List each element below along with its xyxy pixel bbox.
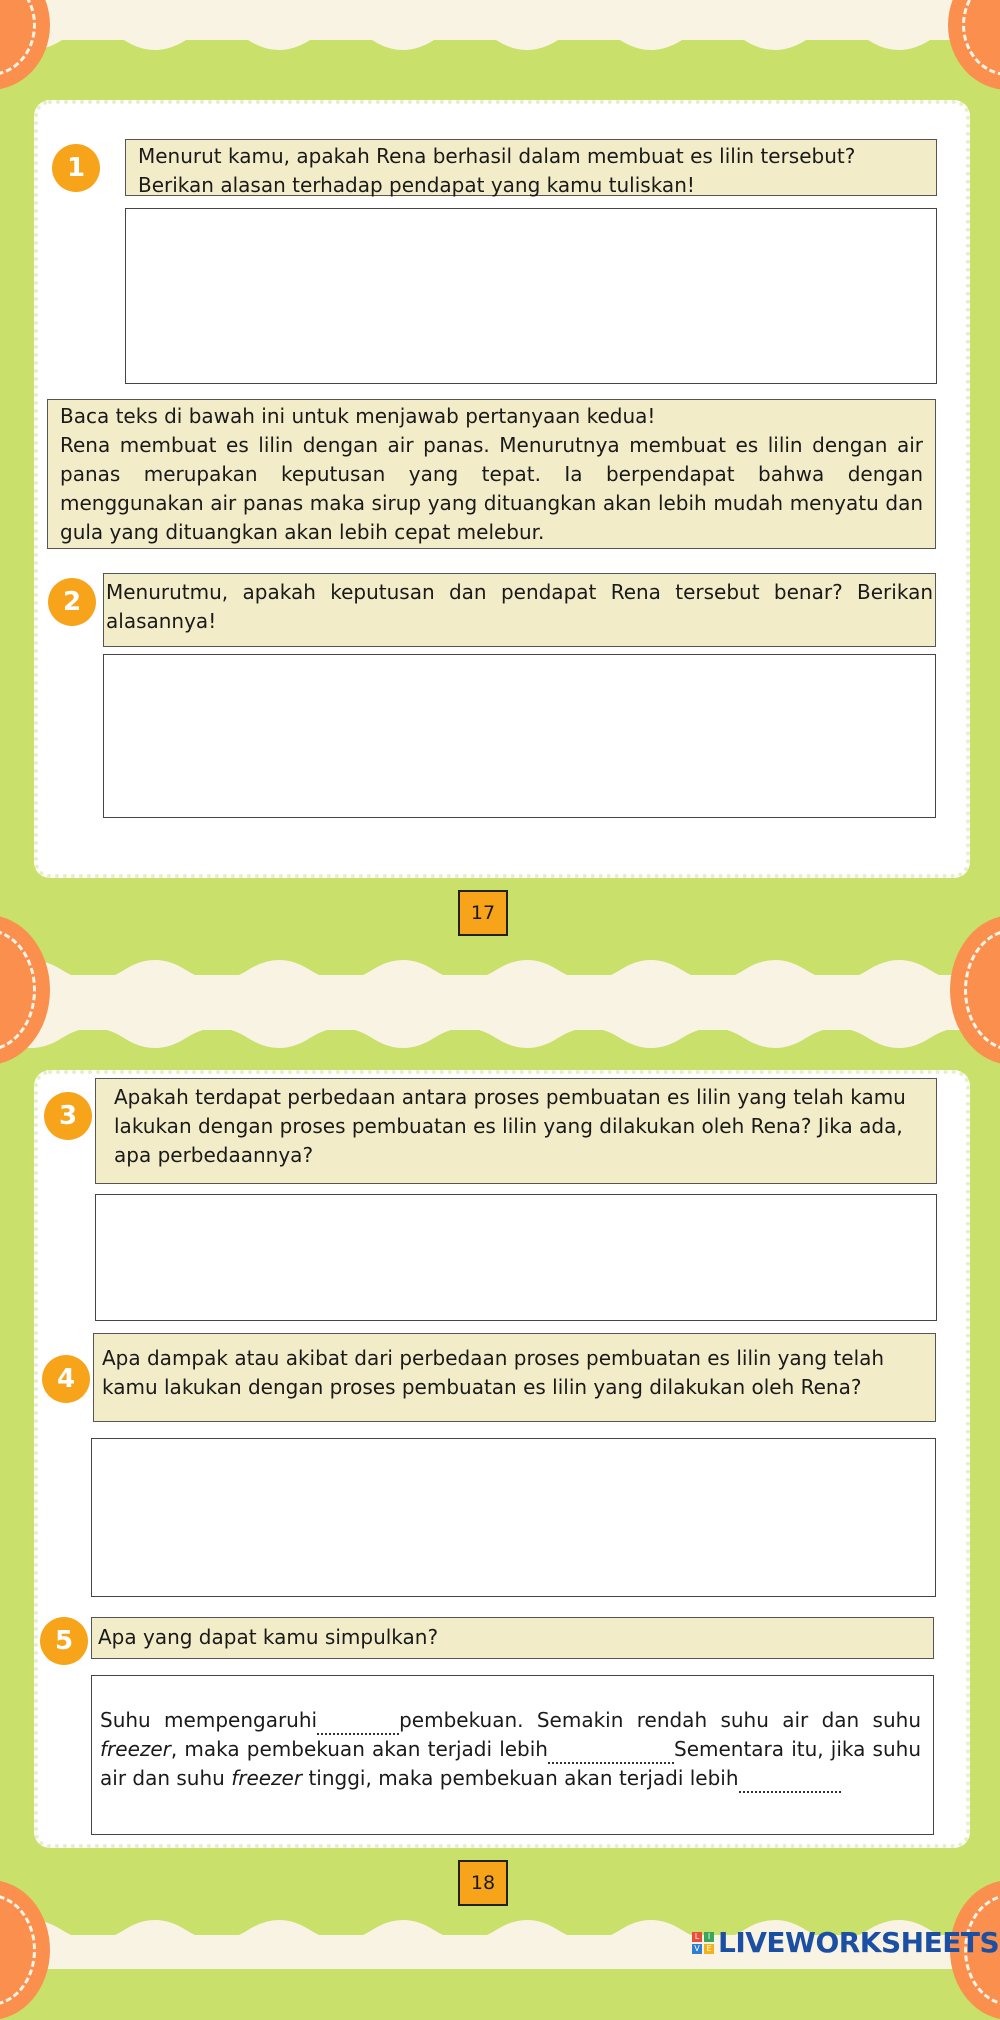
logo-grid-icon [692,1932,714,1954]
conclusion-freezer-1: freezer [100,1737,171,1761]
question-number-badge-2: 2 [48,578,96,626]
middle-wave-bottom [0,1028,1000,1058]
orange-circle-decoration [0,1880,50,2020]
question-2-text: Menurutmu, apakah keputusan dan pendapat Rena tersebut benar? Berikan alasannya! [103,573,936,647]
blank-input-3[interactable] [739,1771,841,1793]
answer-box-2[interactable] [103,654,936,818]
conclusion-part-5: Sementara itu, jika suhu air dan suhu [100,1737,921,1790]
question-4-text: Apa dampak atau akibat dari perbedaan proses pembuatan es lilin yang telah kamu lakukan dengan proses pembuatan es lilin yang dilakukan oleh Rena? [93,1333,936,1422]
conclusion-part-2: pembekuan. Semakin rendah suhu air dan suhu [399,1708,922,1732]
question-number-badge-5: 5 [40,1617,88,1665]
conclusion-part-7: tinggi, maka pembekuan akan terjadi lebih [302,1766,739,1790]
conclusion-freezer-2: freezer [231,1766,303,1790]
page-number-18: 18 [458,1860,508,1906]
answer-box-3[interactable] [95,1194,937,1321]
answer-input-3[interactable] [96,1195,936,1320]
answer-box-4[interactable] [91,1438,936,1597]
reading-passage [47,399,936,549]
question-5-text: Apa yang dapat kamu simpulkan? [91,1617,934,1659]
answer-input-1[interactable] [126,209,936,383]
orange-circle-decoration [0,0,50,90]
reading-body: Rena membuat es lilin dengan air panas. Menurutnya membuat es lilin dengan air panas merupakan keputusan yang tepat. Ia berpendapat bahwa dengan menggunakan air panas maka sirup yang dituangkan akan lebih mudah menyatu dan gula yang dituangkan akan lebih cepat melebur. [60,433,923,544]
conclusion-text [92,1676,933,1803]
logo-letter: V [692,1944,702,1954]
question-number-badge-4: 4 [42,1355,90,1403]
top-wave [0,30,1000,60]
blank-input-2[interactable] [548,1742,674,1764]
answer-input-4[interactable] [92,1439,935,1596]
conclusion-part-4: , maka pembekuan akan terjadi lebih [170,1737,548,1761]
conclusion-box [91,1675,934,1835]
question-1-text: Menurut kamu, apakah Rena berhasil dalam membuat es lilin tersebut? Berikan alasan terhadap pendapat yang kamu tuliskan! [125,139,937,196]
logo-text: LIVEWORKSHEETS [718,1926,1000,1959]
page-number-17: 17 [458,890,508,936]
question-number-badge-3: 3 [44,1092,92,1140]
blank-input-1[interactable] [317,1713,399,1735]
middle-wave-top [0,950,1000,980]
reading-instruction: Baca teks di bawah ini untuk menjawab pertanyaan kedua! [60,404,656,428]
conclusion-part-1: Suhu mempengaruhi [100,1708,318,1732]
logo-letter: L [692,1932,702,1942]
answer-input-2[interactable] [104,655,935,817]
question-3-text: Apakah terdapat perbedaan antara proses pembuatan es lilin yang telah kamu lakukan dengan proses pembuatan es lilin yang dilakukan oleh Rena? Jika ada, apa perbedaannya? [95,1078,937,1184]
answer-box-1[interactable] [125,208,937,384]
logo-letter: I [704,1932,714,1942]
liveworksheets-logo [692,1926,999,1959]
middle-cream-band [0,975,1000,1030]
question-number-badge-1: 1 [52,144,100,192]
logo-letter: E [704,1944,714,1954]
orange-circle-decoration [948,0,1000,90]
